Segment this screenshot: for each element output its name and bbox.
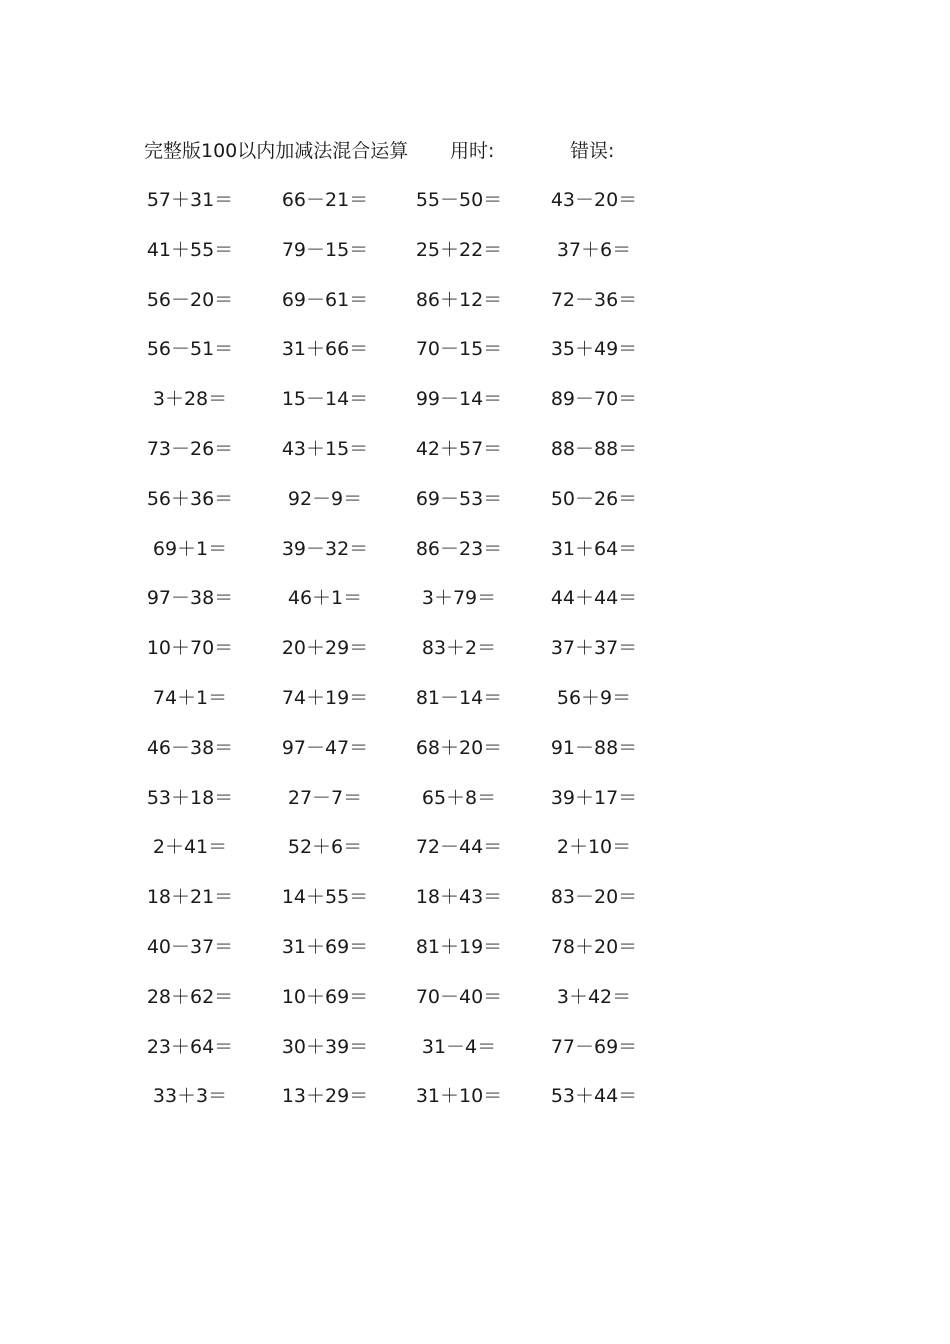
math-problem: 68＋20＝ [415, 736, 503, 759]
math-problem: 69＋1＝ [152, 537, 228, 560]
errors-label: 错误: [570, 140, 615, 162]
math-problem: 74＋19＝ [281, 686, 369, 709]
math-problem: 42＋57＝ [415, 437, 503, 460]
problem-row [0, 484, 950, 534]
math-problem: 55－50＝ [415, 189, 503, 211]
math-problem: 3＋28＝ [152, 388, 228, 411]
problem-row [0, 235, 950, 285]
problem-row [0, 583, 950, 633]
problem-row [0, 683, 950, 733]
math-problem: 81＋19＝ [415, 935, 503, 958]
math-problem: 83＋2＝ [421, 637, 497, 660]
math-problem: 77－69＝ [550, 1035, 638, 1058]
math-problem: 39－32＝ [281, 537, 369, 560]
math-problem: 70－15＝ [415, 338, 503, 361]
math-problem: 66－21＝ [281, 189, 369, 211]
math-problem: 50－26＝ [550, 487, 638, 510]
math-problem: 43＋15＝ [281, 437, 369, 460]
math-problem: 74＋1＝ [152, 686, 228, 709]
problem-row [0, 982, 950, 1032]
math-problem: 56＋36＝ [146, 487, 234, 510]
math-problem: 97－47＝ [281, 736, 369, 759]
math-problem: 39＋17＝ [550, 786, 638, 809]
problem-grid [0, 185, 950, 1131]
problem-row [0, 882, 950, 932]
math-problem: 99－14＝ [415, 388, 503, 411]
math-problem: 86＋12＝ [415, 288, 503, 311]
math-problem: 25＋22＝ [415, 238, 503, 261]
math-problem: 31＋69＝ [281, 935, 369, 958]
problem-row [0, 932, 950, 982]
problem-row [0, 534, 950, 584]
problem-row [0, 1032, 950, 1082]
math-problem: 31＋10＝ [415, 1085, 503, 1108]
math-problem: 43－20＝ [550, 189, 638, 211]
math-problem: 18＋21＝ [146, 886, 234, 909]
math-problem: 72－44＝ [415, 836, 503, 859]
math-problem: 46＋1＝ [287, 587, 363, 610]
math-problem: 65＋8＝ [421, 786, 497, 809]
math-problem: 92－9＝ [287, 487, 363, 510]
math-problem: 56＋9＝ [556, 686, 632, 709]
problem-row [0, 334, 950, 384]
math-problem: 88－88＝ [550, 437, 638, 460]
problem-row [0, 633, 950, 683]
math-problem: 78＋20＝ [550, 935, 638, 958]
math-problem: 2＋10＝ [556, 836, 632, 859]
math-problem: 23＋64＝ [146, 1035, 234, 1058]
math-problem: 69－61＝ [281, 288, 369, 311]
math-problem: 41＋55＝ [146, 238, 234, 261]
math-problem: 27－7＝ [287, 786, 363, 809]
problem-row [0, 434, 950, 484]
problem-row [0, 384, 950, 434]
worksheet-header [144, 136, 704, 166]
math-problem: 56－51＝ [146, 338, 234, 361]
math-problem: 3＋42＝ [556, 985, 632, 1008]
math-problem: 52＋6＝ [287, 836, 363, 859]
math-problem: 18＋43＝ [415, 886, 503, 909]
math-problem: 35＋49＝ [550, 338, 638, 361]
math-problem: 53＋18＝ [146, 786, 234, 809]
math-problem: 83－20＝ [550, 886, 638, 909]
math-problem: 28＋62＝ [146, 985, 234, 1008]
math-problem: 46－38＝ [146, 736, 234, 759]
math-problem: 13＋29＝ [281, 1085, 369, 1108]
math-problem: 53＋44＝ [550, 1085, 638, 1108]
math-problem: 37＋37＝ [550, 637, 638, 660]
math-problem: 2＋41＝ [152, 836, 228, 859]
math-problem: 40－37＝ [146, 935, 234, 958]
math-problem: 20＋29＝ [281, 637, 369, 660]
math-problem: 97－38＝ [146, 587, 234, 610]
math-problem: 70－40＝ [415, 985, 503, 1008]
math-problem: 31＋64＝ [550, 537, 638, 560]
math-problem: 37＋6＝ [556, 238, 632, 261]
math-problem: 31＋66＝ [281, 338, 369, 361]
math-problem: 3＋79＝ [421, 587, 497, 610]
math-problem: 72－36＝ [550, 288, 638, 311]
problem-row [0, 185, 950, 235]
problem-row [0, 783, 950, 833]
worksheet-title: 完整版100以内加减法混合运算 [144, 140, 409, 162]
problem-row [0, 1081, 950, 1131]
math-problem: 30＋39＝ [281, 1035, 369, 1058]
problem-row [0, 832, 950, 882]
math-problem: 69－53＝ [415, 487, 503, 510]
math-problem: 15－14＝ [281, 388, 369, 411]
math-problem: 91－88＝ [550, 736, 638, 759]
math-problem: 89－70＝ [550, 388, 638, 411]
math-problem: 56－20＝ [146, 288, 234, 311]
math-problem: 33＋3＝ [152, 1085, 228, 1108]
problem-row [0, 285, 950, 335]
problem-row [0, 733, 950, 783]
math-problem: 86－23＝ [415, 537, 503, 560]
math-problem: 73－26＝ [146, 437, 234, 460]
time-used-label: 用时: [450, 140, 495, 162]
math-problem: 81－14＝ [415, 686, 503, 709]
math-problem: 10＋70＝ [146, 637, 234, 660]
math-problem: 31－4＝ [421, 1035, 497, 1058]
math-problem: 79－15＝ [281, 238, 369, 261]
math-problem: 14＋55＝ [281, 886, 369, 909]
math-problem: 10＋69＝ [281, 985, 369, 1008]
math-problem: 44＋44＝ [550, 587, 638, 610]
math-problem: 57＋31＝ [146, 189, 234, 211]
